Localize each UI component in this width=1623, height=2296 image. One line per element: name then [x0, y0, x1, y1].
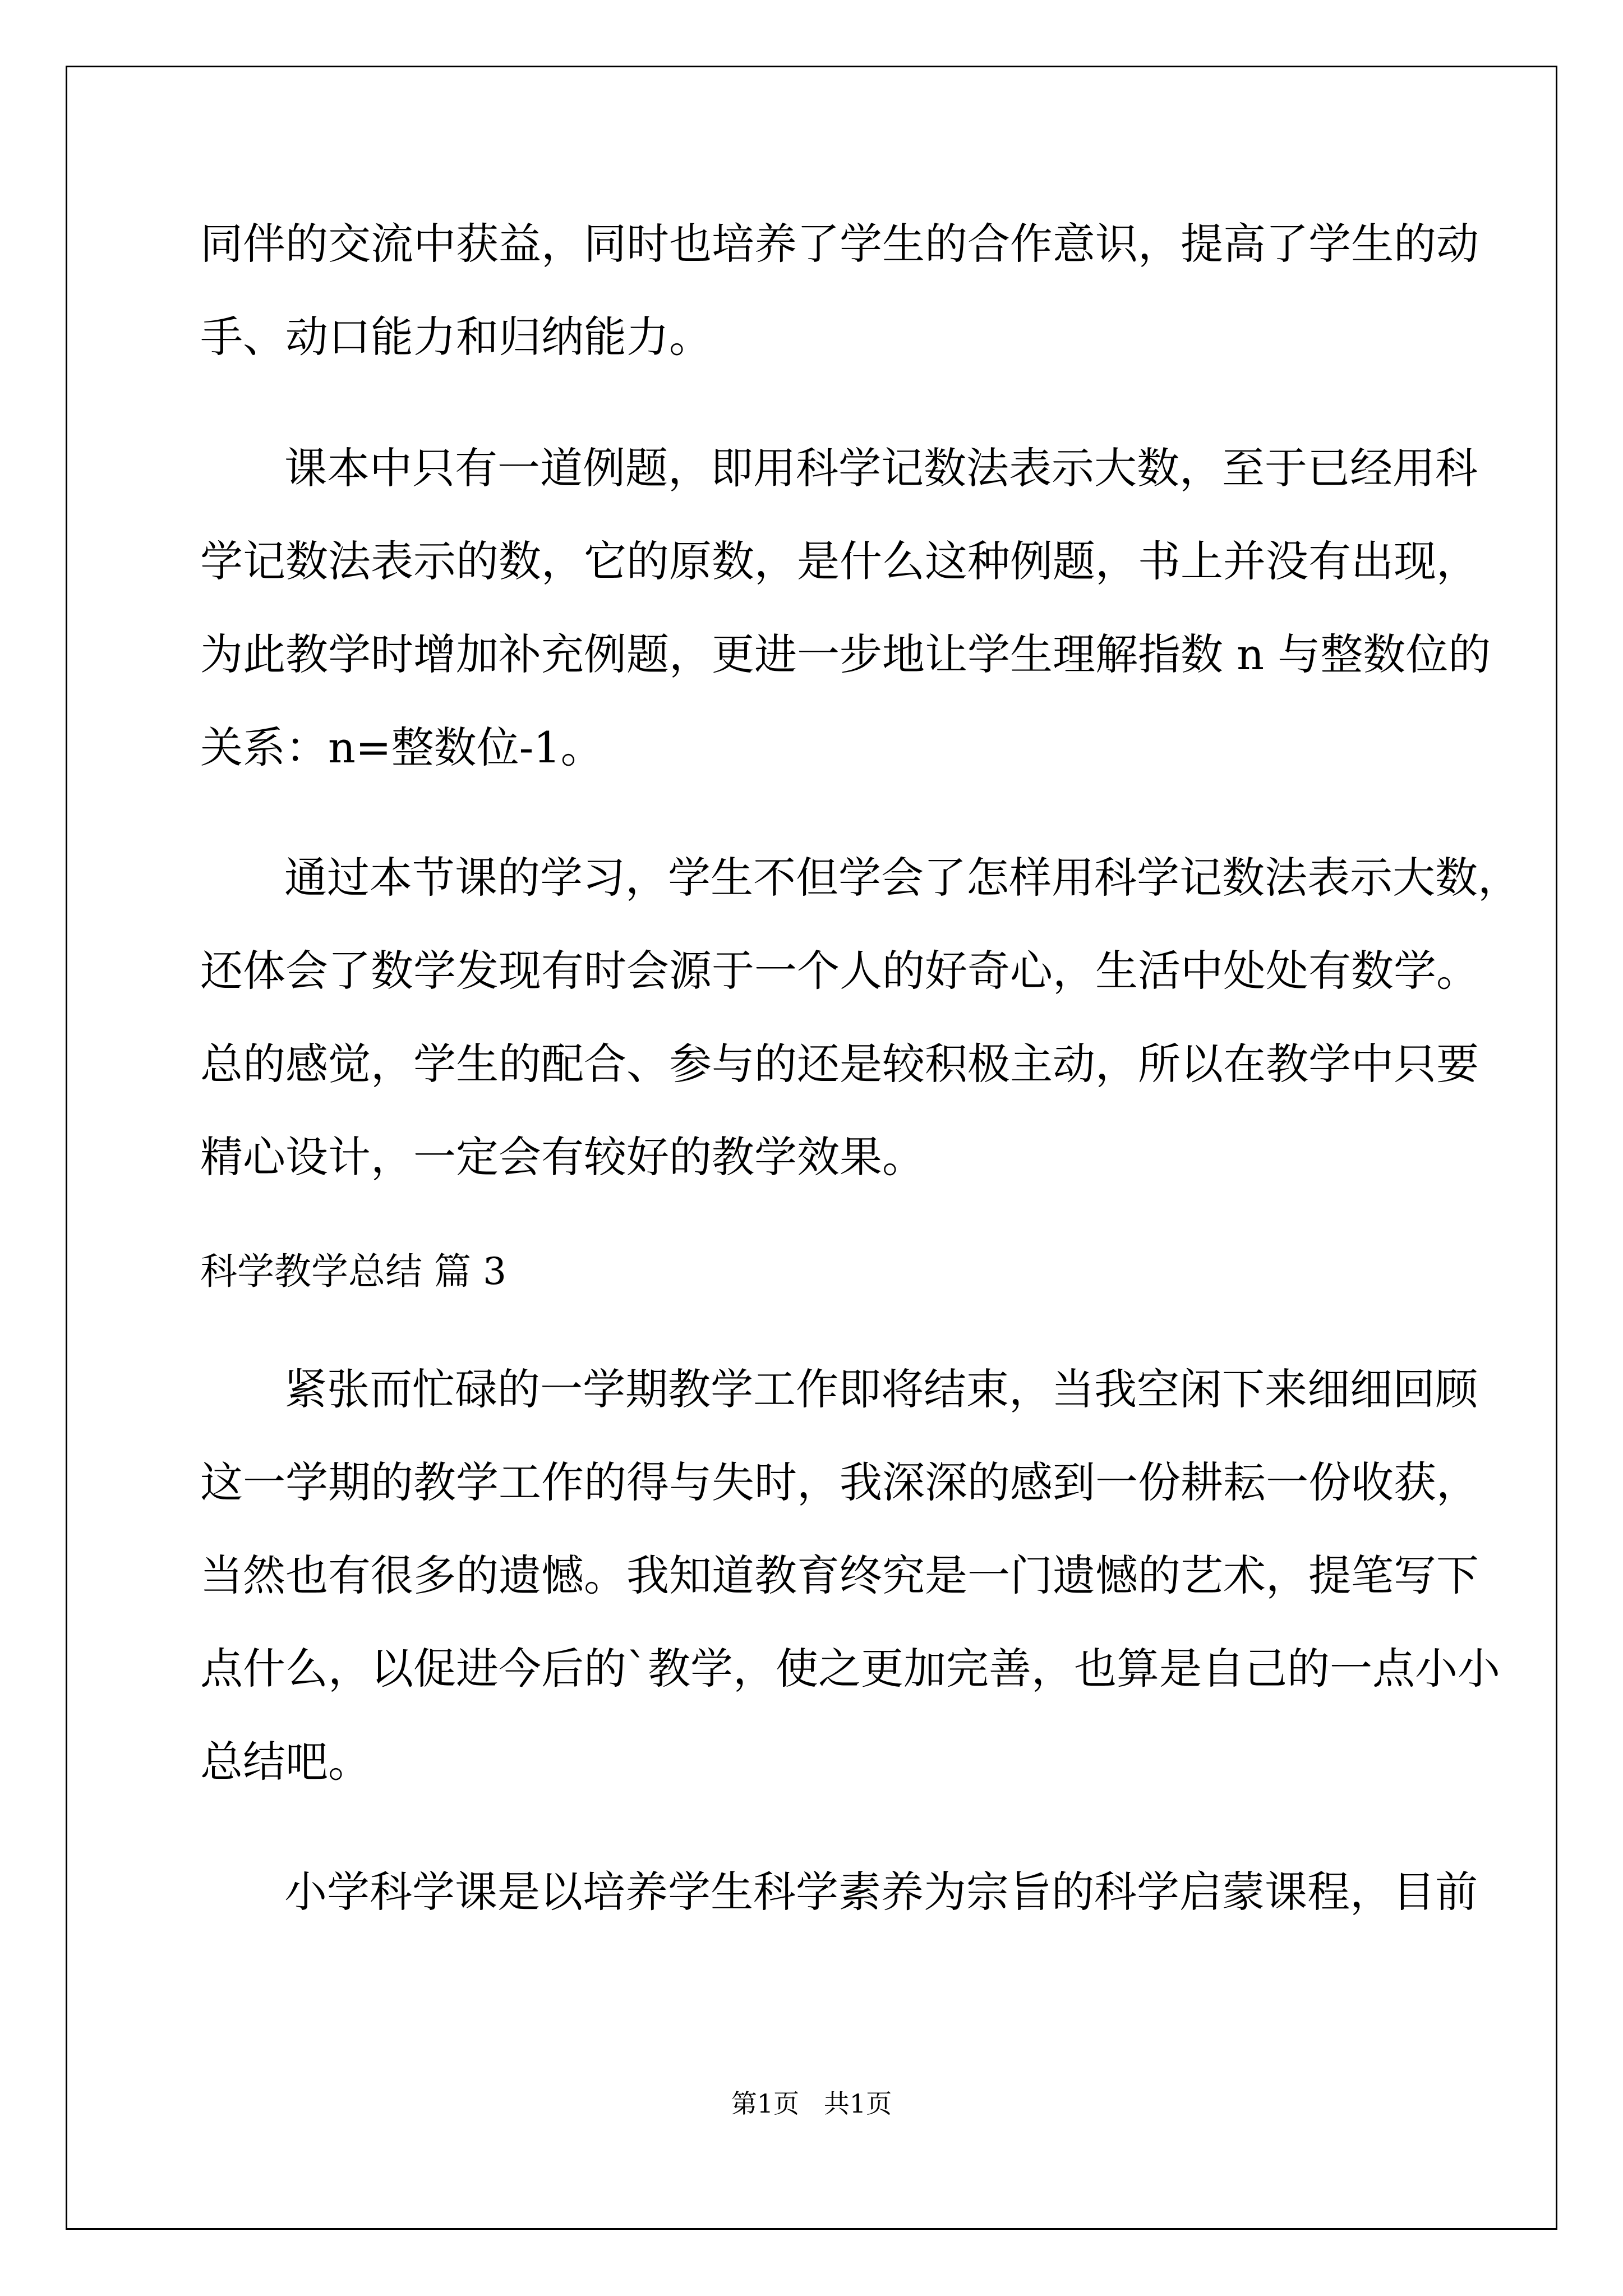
paragraph-line: 为此教学时增加补充例题，更进一步地让学生理解指数 n 与整数位的	[200, 629, 1491, 679]
section-heading: 科学教学总结 篇 3	[200, 1250, 506, 1293]
paragraph-line: 精心设计，一定会有较好的教学效果。	[200, 1132, 925, 1182]
paragraph-line: 关系：n=整数位-1。	[200, 723, 603, 772]
paragraph-line: 紧张而忙碌的一学期教学工作即将结束，当我空闲下来细细回顾	[284, 1364, 1478, 1414]
paragraph-line: 小学科学课是以培养学生科学素养为宗旨的科学启蒙课程，目前	[284, 1867, 1478, 1917]
paragraph-line: 总的感觉，学生的配合、参与的还是较积极主动，所以在教学中只要	[200, 1039, 1479, 1089]
paragraph-line: 当然也有很多的遗憾。我知道教育终究是一门遗憾的艺术，提笔写下	[200, 1550, 1479, 1600]
paragraph-line: 课本中只有一道例题，即用科学记数法表示大数，至于已经用科	[284, 443, 1478, 493]
paragraph-line: 还体会了数学发现有时会源于一个人的好奇心，生活中处处有数学。	[200, 946, 1479, 996]
paragraph-line: 点什么，以促进今后的`教学，使之更加完善，也算是自己的一点小小	[200, 1644, 1500, 1694]
page-footer: 第1页 共1页	[731, 2088, 892, 2119]
paragraph-line: 手、动口能力和归纳能力。	[200, 312, 712, 362]
paragraph-line: 通过本节课的学习，学生不但学会了怎样用科学记数法表示大数，	[284, 853, 1520, 903]
paragraph-line: 这一学期的教学工作的得与失时，我深深的感到一份耕耘一份收获，	[200, 1457, 1479, 1507]
paragraph-line: 学记数法表示的数，它的原数，是什么这种例题，书上并没有出现，	[200, 536, 1479, 586]
paragraph-line: 总结吧。	[200, 1737, 371, 1787]
paragraph-line: 同伴的交流中获益，同时也培养了学生的合作意识，提高了学生的动	[200, 219, 1479, 269]
